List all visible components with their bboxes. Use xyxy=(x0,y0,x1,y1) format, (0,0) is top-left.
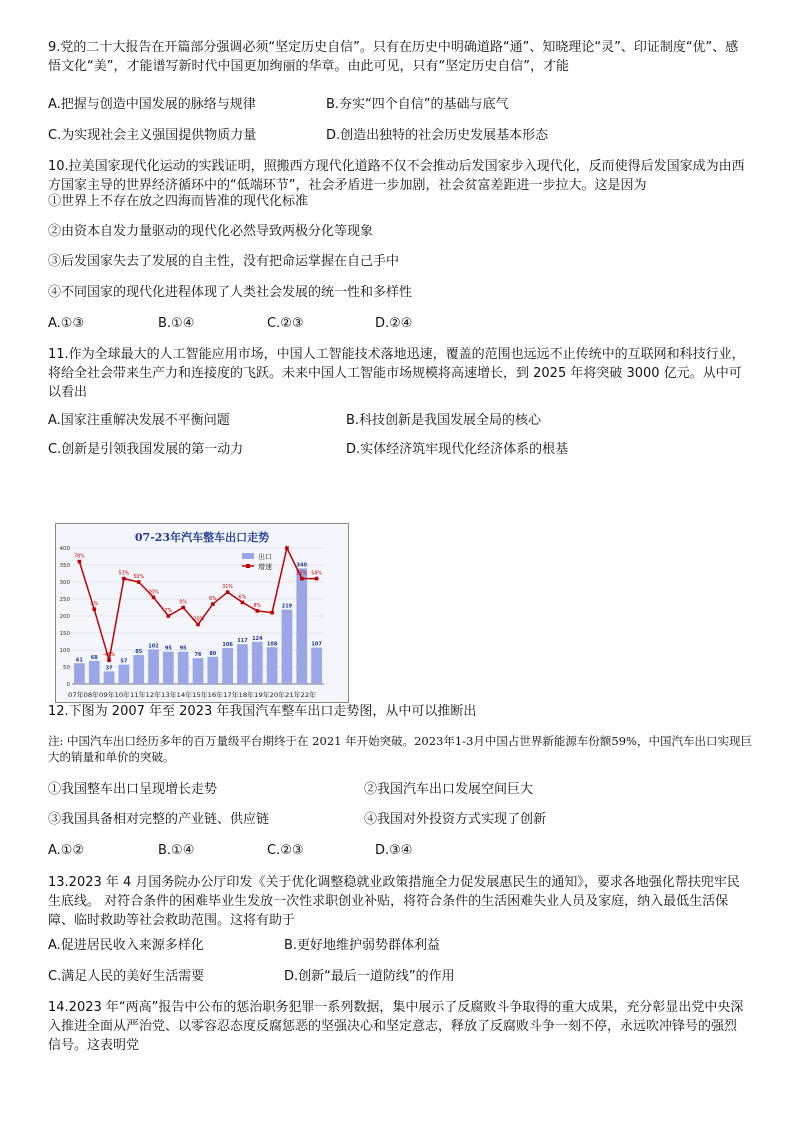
rate-label: 53% xyxy=(118,571,130,577)
rate-point xyxy=(137,580,141,584)
bar-17年 xyxy=(222,648,233,684)
option-b[interactable]: B.科技创新是我国发展全局的核心 xyxy=(346,413,542,428)
statement-1: ①世界上不存在放之四海而皆准的现代化标准 xyxy=(48,194,309,209)
rate-label: 31% xyxy=(222,585,233,591)
rate-label: -20% xyxy=(191,617,205,623)
y-tick-label: 100 xyxy=(59,648,70,654)
bar-label: 340 xyxy=(296,562,307,569)
chart-svg xyxy=(56,524,348,702)
bar-11年 xyxy=(133,655,144,684)
bar-label: 68 xyxy=(90,654,98,661)
option-b[interactable]: B.更好地维护弱势群体利益 xyxy=(284,938,441,953)
export-chart xyxy=(55,523,349,703)
bar-label: 107 xyxy=(311,641,322,648)
bar-label: 76 xyxy=(194,652,202,659)
rate-point xyxy=(226,590,230,594)
y-tick-label: 200 xyxy=(59,614,70,620)
question-10-stem: 10.拉美国家现代化运动的实践证明，照搬西方现代化道路不仅不会推动后发国家步入现代化，反而使得后发国家成为由西方国家主导的世界经济循环中的“低端环节”，社会矛盾进一步加剧，社会贫富差距进一步拉大。这是因为 xyxy=(48,159,745,193)
bar-18年 xyxy=(237,644,248,684)
rate-point xyxy=(255,609,259,613)
bar-label: 80 xyxy=(209,650,217,657)
bar-23年 xyxy=(311,648,322,684)
rate-point xyxy=(181,606,185,610)
y-tick-label: 400 xyxy=(59,546,70,552)
option-d[interactable]: D.②④ xyxy=(375,316,413,331)
bar-10年 xyxy=(119,665,130,684)
question-9-stem: 9.党的二十大报告在开篇部分强调必须“坚定历史自信”。只有在历史中明确道路“通”、知晓理论“灵”、印证制度“优”、感悟文化“美”，才能谱写新时代中国更加绚丽的华章。由此可见，只有“坚定历史自信”，才能 xyxy=(48,40,739,74)
option-b[interactable]: B.夯实“四个自信”的基础与底气 xyxy=(326,97,509,112)
option-a[interactable]: A.①② xyxy=(48,843,85,858)
bar-label: 219 xyxy=(281,603,293,610)
x-tick-labels: 07年08年09年10年11年12年13年14年15年16年17年18年19年20年21年22年 xyxy=(68,691,301,699)
bar-label: 106 xyxy=(222,641,233,648)
bar-label: 95 xyxy=(179,645,187,652)
rate-label: 55% xyxy=(296,571,308,577)
option-a[interactable]: A.把握与创造中国发展的脉络与规律 xyxy=(48,97,256,112)
rate-point xyxy=(92,607,96,611)
question-10 xyxy=(48,157,748,195)
y-tick-label: 150 xyxy=(59,631,70,637)
legend-export: 出口 xyxy=(258,553,272,561)
rate-point xyxy=(122,577,126,581)
option-a[interactable]: A.①③ xyxy=(48,316,85,331)
bar-21年 xyxy=(282,610,293,684)
rate-label: 50% xyxy=(133,575,145,580)
statement-3: ③我国具备相对完整的产业链、供应链 xyxy=(48,812,270,827)
rate-label: -46% xyxy=(102,653,116,659)
option-d[interactable]: D.创造出独特的社会历史发展基本形态 xyxy=(326,128,549,143)
question-14 xyxy=(48,998,748,1055)
bar-label: 37 xyxy=(105,665,113,672)
rate-label: 20% xyxy=(148,590,159,596)
option-b[interactable]: B.①④ xyxy=(158,316,195,331)
option-d[interactable]: D.实体经济筑牢现代化经济体系的根基 xyxy=(346,442,569,457)
option-c[interactable]: C.满足人民的美好生活需要 xyxy=(48,969,205,984)
bar-label: 61 xyxy=(75,657,83,664)
bar-08年 xyxy=(89,661,100,684)
rate-label: 6% xyxy=(238,595,247,601)
option-b[interactable]: B.①④ xyxy=(158,843,195,858)
rate-label: 7% xyxy=(164,609,173,614)
bar-label: 85 xyxy=(135,649,143,656)
question-9 xyxy=(48,38,748,76)
bar-19年 xyxy=(252,642,263,684)
question-14-stem: 14.2023 年“两高”报告中公布的惩治职务犯罪一系列数据，集中展示了反腐败斗争取得的重大成果，充分彰显出党中央深入推进全面从严治党、以零容忍态度反腐惩恶的坚强决心和坚定意志，释放了反腐败斗争一刻不停，永远吹冲锋号的强烈信号。这表明党 xyxy=(48,1000,744,1053)
rate-point xyxy=(315,577,319,581)
bar-07年 xyxy=(74,663,85,684)
question-13 xyxy=(48,873,748,930)
rate-label: 78% xyxy=(74,554,85,560)
rate-label: 1% xyxy=(90,602,99,608)
y-tick-label: 50 xyxy=(63,665,70,671)
y-tick-label: 250 xyxy=(59,597,70,603)
rate-point xyxy=(107,658,111,662)
statement-3: ③后发国家失去了发展的自主性，没有把命运掌握在自己手中 xyxy=(48,254,400,269)
y-tick-label: 0 xyxy=(66,682,70,688)
question-12 xyxy=(48,702,748,721)
legend-growth: 增速 xyxy=(258,563,272,571)
bar-15年 xyxy=(193,658,204,684)
bar-22年 xyxy=(296,568,307,684)
option-c[interactable]: C.②③ xyxy=(267,843,304,858)
rate-label: 54% xyxy=(311,571,322,577)
question-12-note: 注: 中国汽车出口经历多年的百万量级平台期终于在 2021 年开始突破。2023年1-3月中国占世界新能源车份额59%，中国汽车出口实现巨大的销量和单价的突破。 xyxy=(48,734,752,764)
bar-label: 57 xyxy=(120,658,128,665)
option-c[interactable]: C.创新是引领我国发展的第一动力 xyxy=(48,442,244,457)
bar-label: 102 xyxy=(148,643,159,650)
question-12-stem: 12.下图为 2007 年至 2023 年我国汽车整车出口走势图，从中可以推断出 xyxy=(48,704,477,719)
option-a[interactable]: A.促进居民收入来源多样化 xyxy=(48,938,204,953)
bar-13年 xyxy=(163,652,174,684)
statement-4: ④不同国家的现代化进程体现了人类社会发展的统一性和多样性 xyxy=(48,285,413,300)
statement-2: ②我国汽车出口发展空间巨大 xyxy=(364,782,534,797)
chart-title: 07-23年汽车整车出口走势 xyxy=(134,531,270,544)
rate-label: 6% xyxy=(209,597,217,603)
bar-16年 xyxy=(207,657,218,684)
legend-line-marker xyxy=(246,564,250,568)
bar-09年 xyxy=(104,671,115,684)
option-a[interactable]: A.国家注重解决发展不平衡问题 xyxy=(48,413,230,428)
rate-point xyxy=(300,577,304,581)
legend-bar-swatch xyxy=(242,553,254,559)
rate-point xyxy=(152,596,156,600)
bar-14年 xyxy=(178,652,189,684)
question-11 xyxy=(48,345,748,402)
option-d[interactable]: D.创新“最后一道防线”的作用 xyxy=(284,969,455,984)
bar-label: 95 xyxy=(164,645,172,652)
bar-label: 117 xyxy=(237,638,248,645)
statement-2: ②由资本自发力量驱动的现代化必然导致两极分化等现象 xyxy=(48,224,374,239)
rate-label: 8% xyxy=(253,603,262,609)
question-13-stem: 13.2023 年 4 月国务院办公厅印发《关于优化调整稳就业政策措施全力促发展惠民生的通知》，要求各地强化帮扶兜牢民生底线。 对符合条件的困难毕业生发放一次性求职创业补贴，将符合条件的生活困难失业人员及家庭，纳入最低生活保障、临时救助等社会救助范围。这将有助于 xyxy=(48,875,740,928)
rate-point xyxy=(270,611,274,615)
rate-point xyxy=(196,623,200,627)
rate-point xyxy=(241,601,245,605)
option-d[interactable]: D.③④ xyxy=(375,843,413,858)
y-tick-label: 350 xyxy=(59,563,70,569)
question-11-stem: 11.作为全球最大的人工智能应用市场，中国人工智能技术落地迅速，覆盖的范围也远远不止传统中的互联网和科技行业，将给全社会带来生产力和连接度的飞跃。未来中国人工智能市场规模将高速增长，到 2025 年将突破 3000 亿元。从中可以看出 xyxy=(48,347,745,400)
rate-point xyxy=(285,546,289,550)
bar-label: 108 xyxy=(266,641,278,648)
rate-label: 0% xyxy=(179,600,187,606)
rate-point xyxy=(78,560,82,564)
bar-20年 xyxy=(267,647,278,684)
statement-1: ①我国整车出口呈现增长走势 xyxy=(48,782,218,797)
option-c[interactable]: C.②③ xyxy=(267,316,304,331)
rate-point xyxy=(211,602,215,606)
bar-12年 xyxy=(148,649,159,684)
option-c[interactable]: C.为实现社会主义强国提供物质力量 xyxy=(48,128,257,143)
bar-label: 124 xyxy=(252,635,263,642)
y-tick-label: 300 xyxy=(59,580,70,586)
statement-4: ④我国对外投资方式实现了创新 xyxy=(364,812,547,827)
rate-point xyxy=(167,614,171,618)
